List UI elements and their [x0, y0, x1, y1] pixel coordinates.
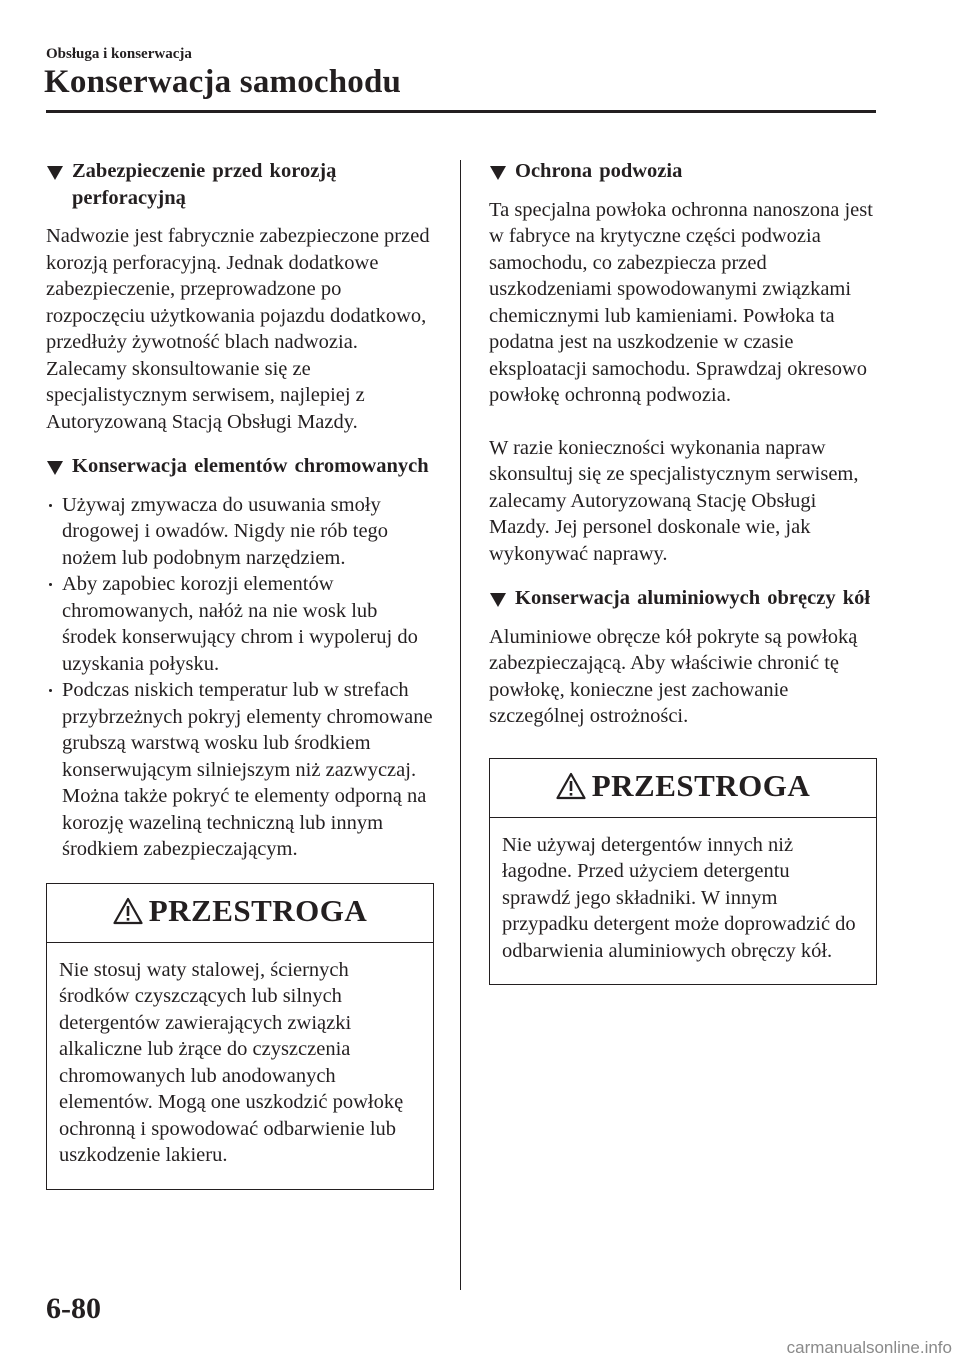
left-column	[46, 158, 434, 1190]
underbody-paragraph-1: Ta specjalna powłoka ochronna nanoszona jest w fabryce na krytyczne części podwozia samochodu, co zabezpiecza przed uszkodzeniami spowodowanymi związkami chemicznymi lub kamieniami. Powłoka ta podatna jest na uszkodzenie w czasie eksploatacji samochodu. Sprawdzaj okresowo powłokę ochronną podwozia.	[489, 198, 873, 406]
list-item-text: Podczas niskich temperatur lub w strefach przybrzeżnych pokryj elementy chromowane grubszą warstwą wosku lub środkiem konserwującym silniejszym niż zazwyczaj. Można także pokryć te elementy odporną na korozję wazeliną techniczną lub innym środkiem zabezpieczającym.	[62, 679, 433, 860]
caution-text: Nie stosuj waty stalowej, ściernych środków czyszczących lub silnych detergentów zawierających związki alkaliczne lub żrące do czyszczenia chromowanych lub anodowanych elementów. Mogą one uszkodzić powłokę ochronną i spowodować odbarwienie lub uszkodzenie lakieru.	[59, 958, 404, 1166]
triangle-marker-icon	[47, 166, 63, 180]
caution-title: PRZESTROGA	[591, 767, 811, 803]
section-heading-underbody	[489, 158, 877, 185]
list-item-text: Aby zapobiec korozji elementów chromowanych, nałóż na nie wosk lub środek konserwujący chrom i wypoleruj do uzyskania połysku.	[62, 573, 418, 675]
section-heading-text: Konserwacja elementów chromowanych	[72, 455, 429, 477]
column-divider	[460, 160, 461, 1290]
triangle-marker-icon	[47, 461, 63, 475]
caution-box-wheels	[489, 758, 877, 986]
list-item	[46, 492, 434, 572]
chrome-bullet-list	[46, 492, 434, 863]
page-title: Konserwacja samochodu	[44, 64, 402, 100]
watermark: carmanualsonline.info	[786, 1338, 952, 1357]
list-item	[46, 677, 434, 863]
bullet-icon	[49, 504, 52, 507]
caution-box-chrome	[46, 883, 434, 1190]
section-heading-text: Konserwacja aluminiowych obręczy kół	[515, 587, 871, 609]
caution-header	[47, 884, 433, 943]
bullet-icon	[49, 689, 52, 692]
list-item	[46, 571, 434, 677]
page-number: 6-80	[46, 1292, 101, 1325]
right-column	[489, 158, 877, 985]
list-item-text: Używaj zmywacza do usuwania smoły drogowej i owadów. Nigdy nie rób tego nożem lub podobnym narzędziem.	[62, 493, 389, 569]
triangle-marker-icon	[490, 166, 506, 180]
underbody-paragraph-2: W razie konieczności wykonania napraw skonsultuj się ze specjalistycznym serwisem, zalecamy Autoryzowaną Stację Obsługi Mazdy. Jej personel doskonale wie, jak wykonywać naprawy.	[489, 436, 859, 565]
header-rule	[46, 110, 876, 113]
bullet-icon	[49, 583, 52, 586]
warning-triangle-icon	[556, 772, 586, 800]
caution-header	[490, 759, 876, 818]
corrosion-paragraph: Nadwozie jest fabrycznie zabezpieczone przed korozją perforacyjną. Jednak dodatkowe zabezpieczenie, przeprowadzone po rozpoczęciu użytkowania pojazdu dodatkowo, przedłuży żywotność blach nadwozia. Zalecamy skonsultowanie się ze specjalistycznym serwisem, najlepiej z Autoryzowaną Stacją Obsługi Mazdy.	[46, 225, 430, 433]
breadcrumb: Obsługa i konserwacja	[46, 46, 192, 62]
caution-text: Nie używaj detergentów innych niż łagodne. Przed użyciem detergentu sprawdź jego składniki. W innym przypadku detergent może doprowadzić do odbarwienia aluminiowych obręczy kół.	[502, 833, 856, 962]
section-heading-chrome	[46, 453, 434, 480]
section-heading-text: Ochrona podwozia	[515, 160, 683, 182]
section-heading-text: Zabezpieczenie przed korozją perforacyjną	[72, 160, 337, 209]
caution-title: PRZESTROGA	[148, 892, 368, 928]
aluminium-wheels-paragraph: Aluminiowe obręcze kół pokryte są powłoką zabezpieczającą. Aby właściwie chronić tę powłokę, konieczne jest zachowanie szczególnej ostrożności.	[489, 625, 858, 727]
section-heading-aluminium-wheels	[489, 585, 877, 612]
section-heading-corrosion	[46, 158, 434, 211]
triangle-marker-icon	[490, 593, 506, 607]
warning-triangle-icon	[113, 897, 143, 925]
